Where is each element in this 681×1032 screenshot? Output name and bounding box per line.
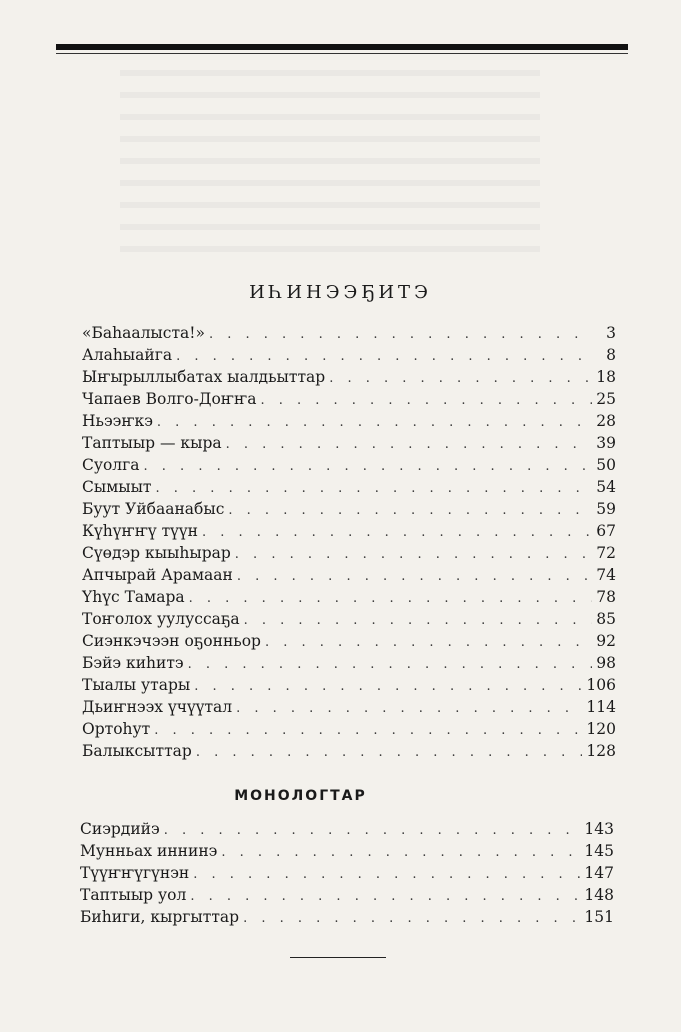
toc-entry[interactable]: [80, 842, 614, 864]
toc-entry-title: Сиэрдийэ: [80, 820, 160, 838]
toc-entry-page: 143: [584, 820, 614, 838]
contents-heading: ИҺИНЭЭҔИТЭ: [249, 282, 432, 303]
toc-entry-page: 28: [596, 412, 616, 430]
toc-entry-page: 18: [596, 368, 616, 386]
toc-entry-page: 106: [586, 676, 616, 694]
toc-entry[interactable]: [82, 676, 616, 698]
leader-dots: [154, 723, 582, 738]
toc-entry[interactable]: [82, 346, 616, 368]
toc-entry-title: Алаһыайга: [82, 346, 173, 364]
toc-entry-title: Дьиҥнээх үчүүтал: [82, 698, 233, 716]
toc-entry-page: 78: [596, 588, 616, 606]
toc-entry[interactable]: [82, 390, 616, 412]
toc-entry-title: Сымыыт: [82, 478, 152, 496]
toc-entry-page: 120: [586, 720, 616, 738]
leader-dots: [193, 867, 580, 882]
leader-dots: [228, 503, 592, 518]
leader-dots: [189, 591, 592, 606]
toc-entry-title: Чапаев Волго-Доҥҥа: [82, 390, 257, 408]
top-rule: [56, 44, 628, 50]
toc-entry-page: 148: [584, 886, 614, 904]
leader-dots: [164, 823, 581, 838]
toc-entry[interactable]: [82, 478, 616, 500]
toc-entry-page: 74: [596, 566, 616, 584]
toc-entry-page: 67: [596, 522, 616, 540]
toc-entry-title: Биһиги, кыргыттар: [80, 908, 240, 926]
toc-entry-title: Мунньах иннинэ: [80, 842, 218, 860]
leader-dots: [236, 701, 582, 716]
leader-dots: [235, 547, 592, 562]
toc-entry[interactable]: [82, 456, 616, 478]
leader-dots: [190, 889, 580, 904]
toc-entry-title: Тыалы утары: [82, 676, 191, 694]
toc-entry-page: 145: [584, 842, 614, 860]
leader-dots: [209, 327, 592, 342]
leader-dots: [260, 393, 592, 408]
toc-entry[interactable]: [82, 368, 616, 390]
toc-entry[interactable]: [82, 632, 616, 654]
top-rule-thin: [56, 53, 628, 54]
leader-dots: [202, 525, 592, 540]
toc-entry-title: Балыксыттар: [82, 742, 192, 760]
toc-entry-title: Үһүс Тамара: [82, 588, 185, 606]
toc-entry-title: Сиэнкэчээн оҕонньор: [82, 632, 261, 650]
toc-entry-page: 50: [596, 456, 616, 474]
toc-entry[interactable]: [82, 500, 616, 522]
toc-entry-page: 147: [584, 864, 614, 882]
toc-entry[interactable]: [82, 412, 616, 434]
toc-entry-page: 85: [596, 610, 616, 628]
toc-entry[interactable]: [82, 522, 616, 544]
toc-entry-title: Сүөдэр кыыһырар: [82, 544, 231, 562]
toc-entry[interactable]: [82, 588, 616, 610]
toc-entry-title: Бэйэ киһитэ: [82, 654, 184, 672]
toc-entry-page: 59: [596, 500, 616, 518]
toc-entry-title: Ортоһут: [82, 720, 151, 738]
leader-dots: [196, 745, 583, 760]
toc-entry-title: «Баһаалыста!»: [82, 324, 205, 342]
bleed-through-text: [120, 70, 540, 260]
toc-entry-title: Суолга: [82, 456, 140, 474]
toc-entry-page: 25: [596, 390, 616, 408]
leader-dots: [265, 635, 592, 650]
bottom-rule: [290, 957, 386, 958]
toc-entry-page: 114: [586, 698, 616, 716]
toc-entry-page: 128: [586, 742, 616, 760]
toc-entry-title: Ыҥырыллыбатах ыалдьыттар: [82, 368, 326, 386]
toc-entry-page: 151: [584, 908, 614, 926]
leader-dots: [176, 349, 592, 364]
toc-entry[interactable]: [80, 886, 614, 908]
toc-entry-title: Апчырай Арамаан: [82, 566, 233, 584]
toc-entry-page: 72: [596, 544, 616, 562]
leader-dots: [144, 459, 592, 474]
toc-entry-page: 54: [596, 478, 616, 496]
toc-entry-title: Ньээҥкэ: [82, 412, 153, 430]
toc-entry[interactable]: [82, 698, 616, 720]
toc-entry-title: Буут Уйбаанабыс: [82, 500, 225, 518]
toc-entry[interactable]: [82, 544, 616, 566]
monologues-heading: МОНОЛОГТАР: [234, 788, 367, 804]
toc-entry-title: Түүҥҥүгүнэн: [80, 864, 190, 882]
toc-entry-page: 39: [596, 434, 616, 452]
leader-dots: [244, 613, 592, 628]
toc-entry-title: Таптыыр уол: [80, 886, 187, 904]
leader-dots: [329, 371, 592, 386]
toc-entry-page: 3: [606, 324, 616, 342]
toc-entry-page: 92: [596, 632, 616, 650]
leader-dots: [188, 657, 592, 672]
leader-dots: [194, 679, 582, 694]
toc-entry[interactable]: [82, 654, 616, 676]
leader-dots: [243, 911, 580, 926]
toc-entry[interactable]: [80, 908, 614, 930]
toc-entry[interactable]: [82, 610, 616, 632]
toc-entry-page: 8: [606, 346, 616, 364]
toc-entry[interactable]: [82, 566, 616, 588]
leader-dots: [156, 481, 592, 496]
toc-entry[interactable]: [82, 324, 616, 346]
toc-entry-title: Таптыыр — кыра: [82, 434, 222, 452]
leader-dots: [157, 415, 592, 430]
toc-entry[interactable]: [82, 720, 616, 742]
leader-dots: [226, 437, 592, 452]
leader-dots: [237, 569, 592, 584]
toc-entry[interactable]: [82, 742, 616, 764]
toc-entry-page: 98: [596, 654, 616, 672]
toc-entry-title: Күһүҥҥү түүн: [82, 522, 199, 540]
leader-dots: [221, 845, 580, 860]
toc-entry[interactable]: [82, 434, 616, 456]
toc-entry[interactable]: [80, 820, 614, 842]
toc-entry[interactable]: [80, 864, 614, 886]
toc-entry-title: Тоҥолох уулуссаҕа: [82, 610, 240, 628]
